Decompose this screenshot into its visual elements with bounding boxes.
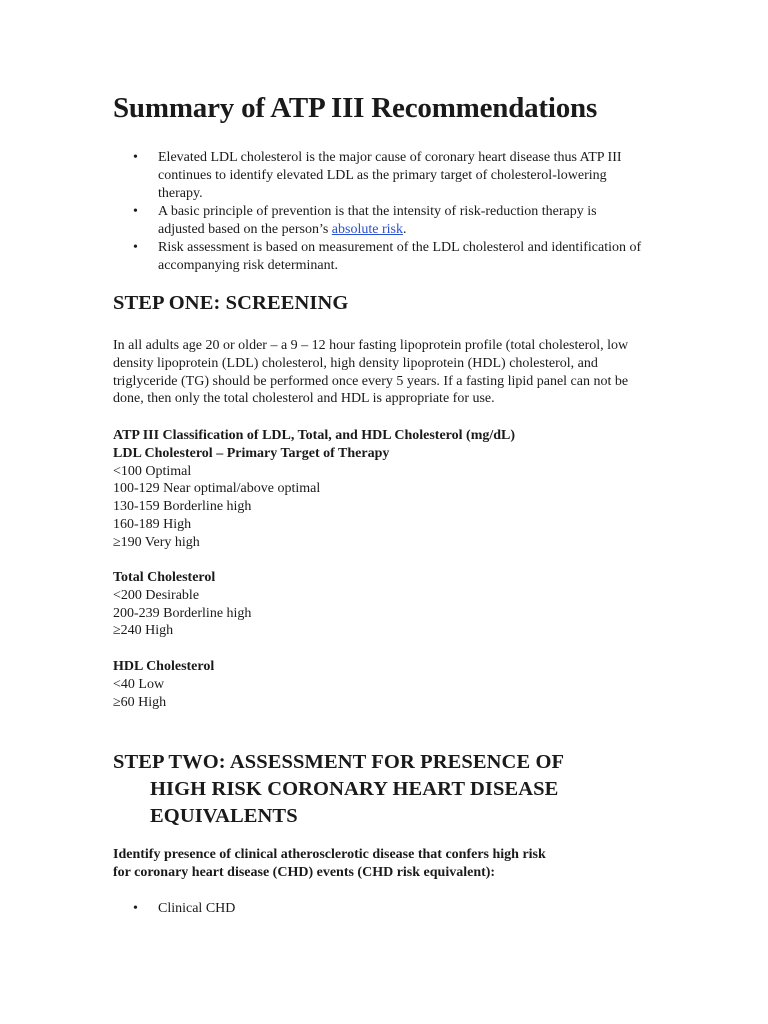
ldl-heading: LDL Cholesterol – Primary Target of Therapy: [113, 445, 390, 461]
list-item: 100-129 Near optimal/above optimal: [113, 481, 321, 497]
absolute-risk-link[interactable]: absolute risk: [331, 222, 403, 237]
bullet-text: Elevated LDL cholesterol is the major cause of coronary heart disease thus ATP III continues to identify elevated LDL as the primary target of cholesterol-lowering therapy.: [158, 150, 622, 201]
list-item: [113, 203, 643, 239]
list-item: [113, 149, 643, 203]
bullet-text: .: [402, 222, 407, 237]
intro-bullet-list: [113, 149, 643, 275]
classification-heading: ATP III Classification of LDL, Total, and HDL Cholesterol (mg/dL): [113, 428, 516, 443]
hdl-cholesterol-classification: [113, 658, 658, 711]
paragraph-line: Identify presence of clinical atherosclerotic disease that confers high risk: [113, 847, 546, 862]
step-one-heading: STEP ONE: SCREENING: [113, 292, 349, 314]
list-item: <200 Desirable: [113, 587, 200, 603]
hdl-cholesterol-heading: HDL Cholesterol: [113, 659, 215, 674]
page-title: Summary of ATP III Recommendations: [113, 92, 598, 124]
heading-line: EQUIVALENTS: [150, 805, 298, 827]
bullet-text: Risk assessment is based on measurement of the LDL cholesterol and identification of accompanying risk determinant.: [158, 240, 642, 273]
step-two-heading: [113, 749, 673, 830]
screening-paragraph: In all adults age 20 or older – a 9 – 12 hour fasting lipoprotein profile (total cholesterol, low density lipoprotein (LDL) cholesterol, high density lipoprotein (HDL) cholesterol, and triglyceride (TG) should be performed once every 5 years. If a fasting lipid panel can not be done, then only the total cholesterol and HDL is appropriate for use.: [113, 338, 629, 407]
bullet-text: A basic principle of prevention is that the intensity of risk-reduction therapy is adjusted based on the person’s: [158, 204, 597, 237]
list-item: ≥60 High: [113, 694, 167, 710]
list-item: <40 Low: [113, 676, 165, 692]
list-item: 130-159 Borderline high: [113, 499, 252, 515]
ldl-classification: [113, 427, 658, 552]
total-cholesterol-heading: Total Cholesterol: [113, 570, 216, 585]
total-cholesterol-classification: [113, 569, 658, 640]
identify-paragraph: [113, 846, 658, 882]
list-item: [113, 239, 643, 275]
list-item: ≥190 Very high: [113, 534, 200, 550]
list-item: 200-239 Borderline high: [113, 605, 252, 621]
list-item: ≥240 High: [113, 623, 174, 639]
list-item: <100 Optimal: [113, 463, 192, 479]
heading-line: HIGH RISK CORONARY HEART DISEASE: [150, 778, 559, 800]
chd-bullet-list: [113, 900, 643, 918]
paragraph-line: for coronary heart disease (CHD) events (CHD risk equivalent):: [113, 864, 496, 880]
heading-line: STEP TWO: ASSESSMENT FOR PRESENCE OF: [113, 751, 565, 773]
list-item: • Clinical CHD: [113, 900, 643, 918]
list-item: 160-189 High: [113, 516, 192, 532]
